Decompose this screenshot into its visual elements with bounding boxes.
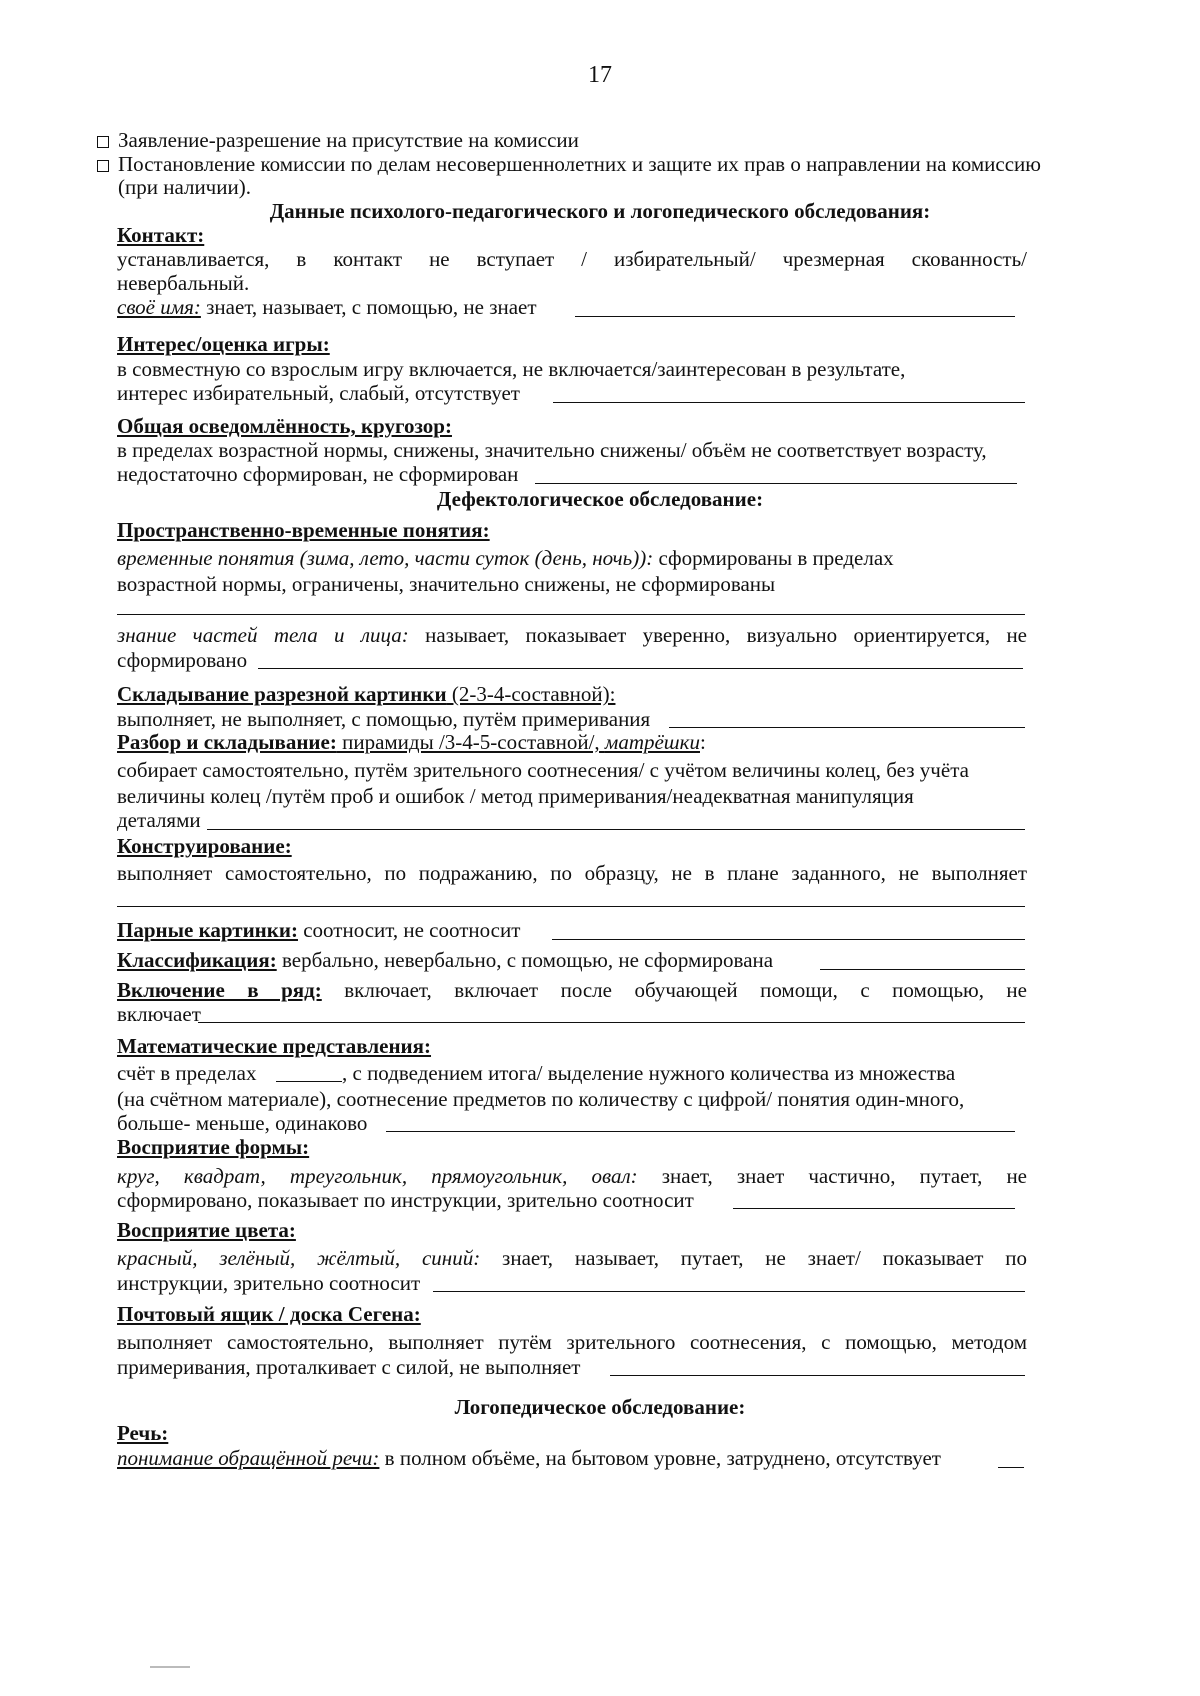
matem-line-2: (на счётном материале), соотнесение предметов по количеству с цифрой/ понятия один-много, <box>117 1087 965 1111</box>
pocht-line-1: выполняет самостоятельно, выполняет путём зрительного соотнесения, с помощью, методом <box>117 1330 1027 1354</box>
matem-count-blank[interactable] <box>276 1081 342 1082</box>
pocht-blank[interactable] <box>610 1375 1025 1376</box>
scan-mark <box>150 1666 190 1668</box>
prostr-line-3 <box>117 622 1027 648</box>
parnye-text: соотносит, не соотносит <box>297 918 521 942</box>
konstr-line-1: выполняет самостоятельно, по подражанию, по образцу, не в плане заданного, не выполняет <box>117 861 1027 885</box>
vkl-blank[interactable] <box>198 1022 1025 1023</box>
prostr-blank-2[interactable] <box>258 668 1023 669</box>
prostr-time-label: временные понятия (зима, лето, части суток (день, ночь)): <box>117 546 654 570</box>
cvet-line-2: инструкции, зрительно соотносит <box>117 1271 421 1295</box>
prostr-body-text: называет, показывает уверенно, визуально ориентируется, не <box>408 623 1027 647</box>
razbor-line-2: величины колец /путём проб и ошибок / метод примеривания/неадекватная манипуляция <box>117 784 914 808</box>
razbor-heading-line <box>117 729 706 755</box>
kontakt-line-2: невербальный. <box>117 271 250 295</box>
forma-heading: Восприятие формы: <box>117 1135 310 1159</box>
prostr-body-label: знание частей тела и лица: <box>117 623 409 647</box>
parnye-heading: Парные картинки: <box>117 918 298 942</box>
razbor-heading: Разбор и складывание: <box>117 730 337 754</box>
checklist-item-2-cont: (при наличии). <box>118 175 251 199</box>
razbor-heading-end: : <box>700 730 706 754</box>
pocht-heading: Почтовый ящик / доска Сегена: <box>117 1302 421 1326</box>
rech-text: в полном объёме, на бытовом уровне, затруднено, отсутствует <box>379 1446 941 1470</box>
matem-line-1b: , с подведением итога/ выделение нужного количества из множества <box>342 1061 956 1085</box>
rech-heading: Речь: <box>117 1421 169 1445</box>
razbor-heading-italic: матрёшки <box>604 730 700 754</box>
cvet-colors-text: знает, называет, путает, не знает/ показывает по <box>480 1246 1027 1270</box>
page-number: 17 <box>588 62 612 88</box>
cvet-colors-label: красный, зелёный, жёлтый, синий: <box>117 1246 481 1270</box>
checklist-item-1: Заявление-разрешение на присутствие на комиссии <box>118 128 579 152</box>
parnye-blank[interactable] <box>552 939 1025 940</box>
psych-section-title: Данные психолого-педагогического и логопедического обследования: <box>269 199 931 223</box>
klass-line <box>117 947 773 973</box>
matem-blank[interactable] <box>386 1131 1015 1132</box>
rech-line <box>117 1445 941 1471</box>
razrez-blank[interactable] <box>669 727 1025 728</box>
klass-text: вербально, невербально, с помощью, не сформирована <box>276 948 774 972</box>
kontakt-name-line <box>117 294 537 320</box>
prostr-heading: Пространственно-временные понятия: <box>117 518 490 542</box>
name-text: знает, называет, с помощью, не знает <box>200 295 537 319</box>
osved-heading: Общая осведомлённость, кругозор: <box>117 414 452 438</box>
klass-heading: Классификация: <box>117 948 277 972</box>
klass-blank[interactable] <box>820 969 1025 970</box>
vkl-heading: Включение в ряд: <box>117 978 322 1002</box>
checklist-item-2: Постановление комиссии по делам несовершеннолетних и защите их прав о направлении на комиссию <box>118 152 1041 176</box>
pocht-line-2: примеривания, проталкивает с силой, не выполняет <box>117 1355 581 1379</box>
prostr-blank-1[interactable] <box>117 614 1025 615</box>
rech-blank[interactable] <box>998 1467 1024 1468</box>
prostr-line-2: возрастной нормы, ограничены, значительно снижены, не сформированы <box>117 572 776 596</box>
osved-blank[interactable] <box>535 483 1017 484</box>
cvet-heading: Восприятие цвета: <box>117 1218 296 1242</box>
prostr-time-text: сформированы в пределах <box>653 546 894 570</box>
osved-line-1: в пределах возрастной нормы, снижены, значительно снижены/ объём не соответствует возрасту, <box>117 438 987 462</box>
interes-heading: Интерес/оценка игры: <box>117 332 330 356</box>
interes-blank[interactable] <box>553 402 1025 403</box>
vkl-line-1 <box>117 977 1027 1003</box>
forma-blank[interactable] <box>733 1208 1015 1209</box>
matem-line-1a: счёт в пределах <box>117 1061 257 1085</box>
logo-section-title: Логопедическое обследование: <box>454 1395 746 1419</box>
matem-line-3: больше- меньше, одинаково <box>117 1111 368 1135</box>
osved-line-2: недостаточно сформирован, не сформирован <box>117 462 519 486</box>
name-blank[interactable] <box>575 316 1015 317</box>
name-label: своё имя: <box>117 295 201 319</box>
prostr-line-1 <box>117 545 894 571</box>
forma-shapes-label: круг, квадрат, треугольник, прямоугольник, овал: <box>117 1164 638 1188</box>
matem-heading: Математические представления: <box>117 1034 432 1058</box>
vkl-text: включает, включает после обучающей помощи, с помощью, не <box>321 978 1027 1002</box>
forma-line-1 <box>117 1163 1027 1189</box>
cvet-line-1 <box>117 1245 1027 1271</box>
rech-label: понимание обращённой речи: <box>117 1446 380 1470</box>
razbor-line-3: деталями <box>117 808 201 832</box>
defect-section-title: Дефектологическое обследование: <box>436 487 764 511</box>
parnye-line <box>117 917 520 943</box>
razrez-line-1: выполняет, не выполняет, с помощью, путём примеривания <box>117 707 651 731</box>
razrez-heading-rest: (2-3-4-составной): <box>446 682 616 706</box>
razbor-heading-text: пирамиды /3-4-5-составной/, <box>336 730 605 754</box>
razrez-heading: Складывание разрезной картинки <box>117 682 447 706</box>
forma-shapes-text: знает, знает частично, путает, не <box>637 1164 1027 1188</box>
vkl-line-2: включает <box>117 1002 201 1026</box>
konstr-blank[interactable] <box>117 906 1025 907</box>
konstr-heading: Конструирование: <box>117 834 292 858</box>
checkbox-1[interactable] <box>97 136 109 148</box>
razbor-blank[interactable] <box>207 829 1025 830</box>
checkbox-2[interactable] <box>97 160 109 172</box>
razbor-line-1: собирает самостоятельно, путём зрительного соотнесения/ с учётом величины колец, без учёта <box>117 758 969 782</box>
kontakt-heading: Контакт: <box>117 223 205 247</box>
kontakt-line-1: устанавливается, в контакт не вступает / избирательный/ чрезмерная скованность/ <box>117 247 1027 271</box>
razrez-heading-line <box>117 681 615 707</box>
cvet-blank[interactable] <box>433 1291 1025 1292</box>
interes-line-1: в совместную со взрослым игру включается, не включается/заинтересован в результате, <box>117 357 906 381</box>
prostr-line-4: сформировано <box>117 648 248 672</box>
forma-line-2: сформировано, показывает по инструкции, зрительно соотносит <box>117 1188 694 1212</box>
interes-line-2: интерес избирательный, слабый, отсутствует <box>117 381 520 405</box>
